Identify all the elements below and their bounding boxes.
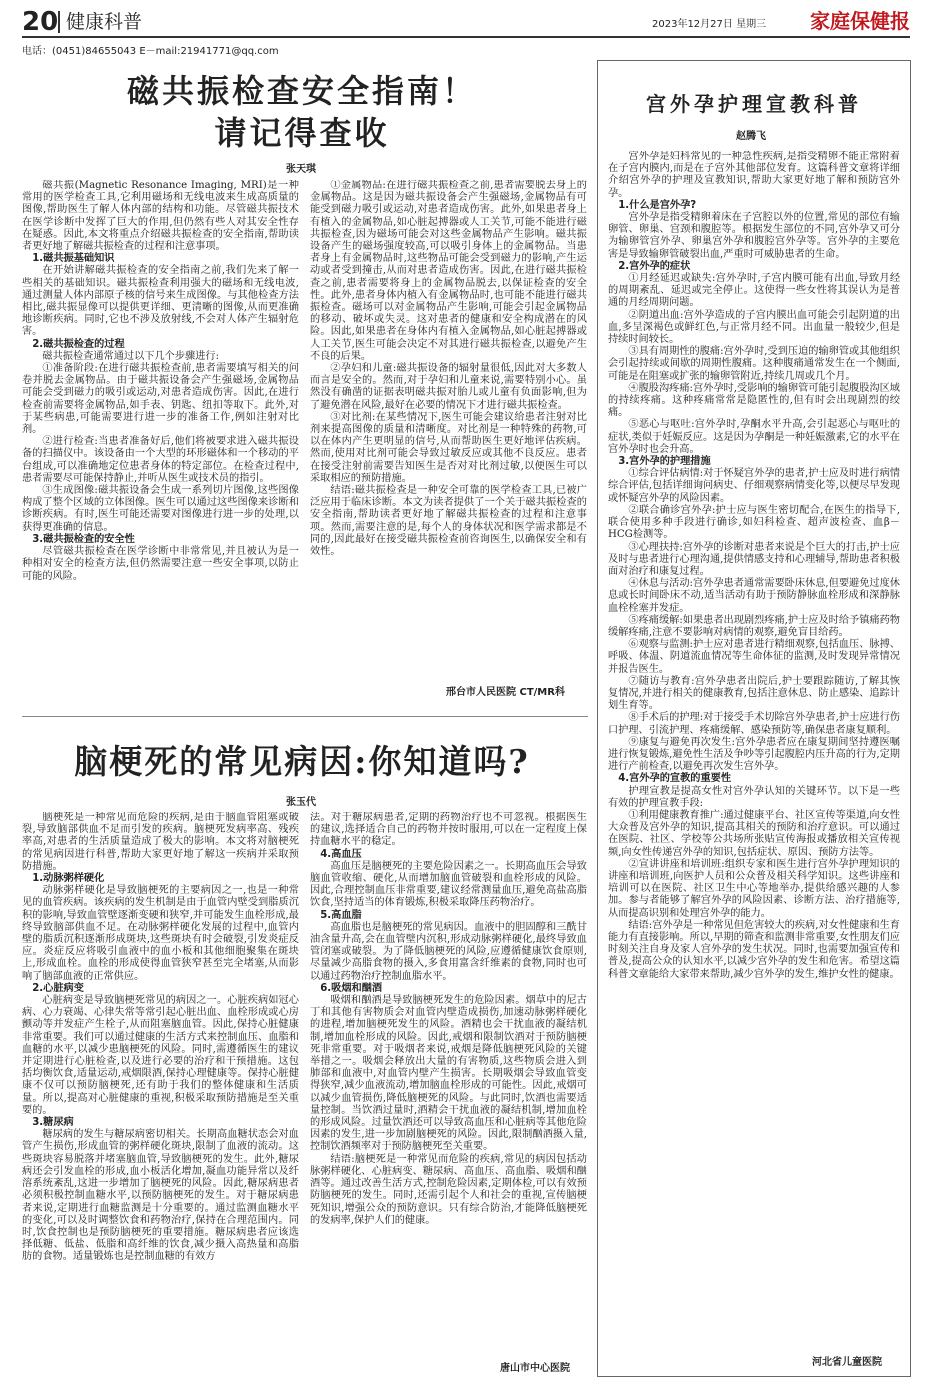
paragraph: 高血压是脑梗死的主要危险因素之一。长期高血压会导致脑血管收缩、硬化,从而增加脑血管破裂和血栓形成的风险。因此,合理控制血压非常重要,建议经常测量血压,避免高盐高脂饮食,坚持适当的体育锻炼,积极采取降压药物治疗。 bbox=[310, 860, 587, 909]
paragraph: ①金属物品:在进行磁共振检查之前,患者需要脱去身上的金属物品。这是因为磁共振设备会产生强磁场,金属物品有可能受到磁力吸引或运动,对患者造成伤害。此外,如果患者身上有植入的金属物品,如心脏起搏器或人工关节,可能不能进行磁共振检查,因为磁场可能会对这些金属物品产生影响。磁共振设备产生的磁场强度较高,可以吸引身体上的金属物品。当患者身上有金属物品时,这些物品可能会受到磁力的影响,产生运动或者受到撞击,从而对患者造成伤害。因此,在进行磁共振检查之前,患者需要将身上的金属物品脱去,以保证检查的安全性。此外,患者身体内植入有金属物品时,也可能不能进行磁共振检查。磁场可以对金属物品产生影响,可能会引起金属物品的移动、破坏或失灵。这对患者的健康和安全构成潜在的风险。因此,如果患者在身体内有植入金属物品,如心脏起搏器或人工关节,医生可能会决定不对其进行磁共振检查,以避免产生不良的后果。 bbox=[310, 180, 587, 362]
paragraph: ④腹股沟疼痛:宫外孕时,受影响的输卵管可能引起腹股沟区域的持续疼痛。这种疼痛常常是隐匿性的,但有时会出现剧烈的绞痛。 bbox=[608, 382, 900, 419]
section-heading: 2.心脏病变 bbox=[32, 982, 84, 994]
article3-box bbox=[597, 60, 911, 1377]
paragraph: ⑦随访与教育:宫外孕患者出院后,护士要跟踪随访,了解其恢复情况,并进行相关的健康教育,包括注意休息、防止感染、追踪计划生育等。 bbox=[608, 675, 900, 712]
article3-source: 河北省儿童医院 bbox=[812, 1357, 882, 1368]
section-heading: 5.高血脂 bbox=[320, 909, 362, 921]
paragraph: ②孕妇和儿童:磁共振设备的辐射量很低,因此对大多数人而言是安全的。然而,对于孕妇和儿童来说,需要特别小心。虽然没有确凿的证据表明磁共振对胎儿或儿童有负面影响,但为了避免潜在风险,最好在必要的情况下才进行磁共振检查。 bbox=[310, 363, 587, 411]
paragraph: 护理宣教是提高女性对宫外孕认知的关键环节。以下是一些有效的护理宣教手段: bbox=[608, 785, 900, 809]
paragraph: ①利用健康教育推广:通过健康平台、社区宣传等渠道,向女性大众普及宫外孕的知识,提高其相关的预防和治疗意识。可以通过在医院、社区、学校等公共场所张贴宣传海报或播放相关宣传视频,向女性传递宫外孕的知识,包括症状、原因、预防方法等。 bbox=[608, 809, 900, 858]
page-header bbox=[22, 8, 910, 38]
paragraph: 结语:脑梗死是一种常见而危险的疾病,常见的病因包括动脉粥样硬化、心脏病变、糖尿病、高血压、高血脂、吸烟和酗酒等。通过改善生活方式,控制危险因素,定期体检,可以有效预防脑梗死的发生。同时,还需引起个人和社会的重视,宣传脑梗死知识,增强公众的预防意识。只有综合防治,才能降低脑梗死的发病率,保护人们的健康。 bbox=[310, 1153, 587, 1226]
paragraph: 吸烟和酗酒是导致脑梗死发生的危险因素。烟草中的尼古丁和其他有害物质会对血管内壁造成损伤,加速动脉粥样硬化的进程,增加脑梗死发生的风险。酒精也会干扰血液的凝结机制,增加血栓形成的风险。因此,戒烟和限制饮酒对于预防脑梗死非常重要。对于吸烟者来说,戒烟是降低脑梗死风险的关键举措之一。吸烟会释放出大量的有害物质,这些物质会进入到肺部和血液中,对血管内壁产生损害。长期吸烟会导致血管变得狭窄,减少血液流动,增加脑血栓形成的可能性。因此,戒烟可以减少血管损伤,降低脑梗死的风险。与此同时,饮酒也需要适量控制。当饮酒过量时,酒精会干扰血液的凝结机制,增加血栓的形成风险。过量饮酒还可以导致高血压和心脏病等其他危险因素的发生,进一步加剧脑梗死的风险。因此,限制酗酒摄入量,控制饮酒频率对于预防脑梗死至关重要。 bbox=[310, 995, 587, 1153]
section-heading: 4.高血压 bbox=[320, 848, 362, 860]
section-heading: 1.动脉粥样硬化 bbox=[32, 873, 105, 885]
paragraph: ③具有周期性的腹痛:宫外孕时,受到压迫的输卵管或其他组织会引起持续或间歇的周期性腹痛。这种腹痛通常发生在一个侧面,可能是在阻塞或扩张的输卵管附近,持续几周或几个月。 bbox=[608, 346, 900, 382]
article3-column bbox=[608, 151, 900, 1346]
section-title: 健康科普 bbox=[66, 11, 143, 33]
paragraph: ②进行检查:当患者准备好后,他们将被要求进入磁共振设备的扫描仪中。该设备由一个大型的环形磁体和一个移动的平台组成,可以准确地定位患者身体的特定部位。在检查过程中,患者需要尽可能保持静止,并听从医生或技术员的指引。 bbox=[22, 436, 299, 484]
page-number: 20 bbox=[22, 7, 59, 37]
article2-column-1 bbox=[22, 812, 299, 1372]
paragraph: ⑤恶心与呕吐:宫外孕时,孕酮水平升高,会引起恶心与呕吐的症状,类似于妊娠反应。这是因为孕酮是一种妊娠激素,它的水平在宫外孕时也会升高。 bbox=[608, 419, 900, 455]
article3-title: 宫外孕护理宣教科普 bbox=[646, 92, 862, 116]
article2-title: 脑梗死的常见病因:你知道吗? bbox=[74, 742, 530, 781]
paragraph: 在开始讲解磁共振检查的安全指南之前,我们先来了解一些相关的基础知识。磁共振检查利用强大的磁场和无线电波,通过测量人体内部原子核的信号来生成图像。与其他检查方法相比,磁共振显像可以提供更详细、更清晰的图像,从而更准确地诊断疾病。同时,它也不涉及放射线,不会对人体产生辐射危害。 bbox=[22, 265, 299, 338]
article3-byline: 赵腾飞 bbox=[736, 131, 766, 142]
section-heading: 2.磁共振检查的过程 bbox=[32, 338, 125, 350]
header-divider bbox=[58, 11, 60, 33]
paragraph: 磁共振(Magnetic Resonance Imaging, MRI)是一种常用的医学检查工具,它利用磁场和无线电波来生成高质量的图像,帮助医生了解人体内部的结构和功能。尽管磁共振技术在医学诊断中发挥了巨大的作用,但仍然有些人对其安全性存在疑惑。因此,本文将重点介绍磁共振检查的安全指南,帮助读者更好地了解磁共振检查的过程和注意事项。 bbox=[22, 180, 299, 253]
paragraph: ③生成图像:磁共振设备会生成一系列切片图像,这些图像构成了整个区域的立体图像。医生可以通过这些图像来诊断和诊断疾病。有时,医生可能还需要对图像进行进一步的处理,以获得更准确的信息。 bbox=[22, 485, 299, 533]
section-heading: 3.糖尿病 bbox=[32, 1117, 74, 1129]
newspaper-masthead: 家庭保健报 bbox=[810, 9, 910, 33]
paragraph: 结语:宫外孕是一种常见但危害较大的疾病,对女性健康和生育能力有直接影响。所以,早期的筛查和监测非常重要,女性朋友们应时刻关注自身及家人宫外孕的发生状况。同时,也需要加强宣传和普及,提高公众的认知水平,以减少宫外孕的发生和危害。希望这篇科普文章能给大家带来帮助,减少宫外孕的发生,维护女性的健康。 bbox=[608, 919, 900, 980]
section-heading: 3.宫外孕的护理措施 bbox=[618, 456, 711, 468]
paragraph: 心脏病变是导致脑梗死常见的病因之一。心脏疾病如冠心病、心力衰竭、心律失常等常引起心脏出血、血栓形成或心房颤动等并发症产生栓子,从而阻塞脑血管。因此,保持心脏健康非常重要。我们可以通过健康的生活方式来控制血压、血脂和血糖的水平,以减少患脑梗死的风险。同时,需遵循医生的建议并定期进行心脏检查,以及进行必要的治疗和干预措施。这包括均衡饮食,适量运动,戒烟限酒,保持心理健康等。保持心脏健康不仅可以预防脑梗死,还有助于我们的整体健康和生活质量。所以,提高对心脏健康的重视,积极采取预防措施是至关重要的。 bbox=[22, 995, 299, 1116]
paragraph: 宫外孕是指受精卵着床在子宫腔以外的位置,常见的部位有输卵管、卵巢、宫颈和腹腔等。根据发生部位的不同,宫外孕又可分为输卵管宫外孕、卵巢宫外孕和腹腔宫外孕等。宫外孕的主要危害是导致输卵管破裂出血,严重时可威胁患者的生命。 bbox=[608, 212, 900, 260]
paragraph: ③对比剂:在某些情况下,医生可能会建议给患者注射对比剂来提高图像的质量和清晰度。对比剂是一种特殊的药物,可以在体内产生更明显的信号,从而帮助医生更好地评估疾病。然而,使用对比剂可能会导致过敏反应或其他不良反应。患者在接受注射前需要告知医生是否对对比剂过敏,以便医生可以采取相应的预防措施。 bbox=[310, 411, 587, 484]
paragraph: ②联合确诊宫外孕:护士应与医生密切配合,在医生的指导下,联合使用多种手段进行确诊,如妇科检查、超声波检查、血β－HCG检测等。 bbox=[608, 504, 900, 541]
section-heading: 1.磁共振基础知识 bbox=[32, 253, 115, 265]
paragraph: ②阴道出血:宫外孕造成的子宫内膜出血可能会引起阴道的出血,多呈深褐色或鲜红色,与正常月经不同。出血量一般较少,但是持续时间较长。 bbox=[608, 309, 900, 346]
paragraph: 宫外孕是妇科常见的一种急性疾病,是指受精卵不能正常附着在子宫内膜内,而是在子宫外其他部位发育。这篇科普文章将详细介绍宫外孕的护理及宣教知识,帮助大家更好地了解和预防宫外孕。 bbox=[608, 151, 900, 199]
paragraph: 法。对于糖尿病患者,定期的药物治疗也不可忽视。根据医生的建议,选择适合自己的药物并按时服用,可以在一定程度上保持血糖水平的稳定。 bbox=[310, 812, 587, 848]
section-heading: 2.宫外孕的症状 bbox=[618, 260, 691, 272]
article1-title-line1: 磁共振检查安全指南！ bbox=[126, 72, 477, 110]
paragraph: ⑧手术后的护理:对于接受手术切除宫外孕患者,护士应进行伤口护理、引流护理、疼痛缓解、感染预防等,确保患者康复顺利。 bbox=[608, 712, 900, 736]
article1-column-1 bbox=[22, 180, 299, 696]
article1-source: 邢台市人民医院 CT/MR科 bbox=[446, 687, 565, 698]
paragraph: ①月经延迟或缺失:宫外孕时,子宫内膜可能有出血,导致月经的周期紊乱、延迟或完全停止。这使得一些女性将其误认为是普通的月经周期问题。 bbox=[608, 273, 900, 309]
article2-byline: 张玉代 bbox=[286, 797, 316, 808]
paragraph: ⑤疼痛缓解:如果患者出现剧烈疼痛,护士应及时给予镇痛药物缓解疼痛,注意不要影响对病情的观察,避免盲目给药。 bbox=[608, 614, 900, 638]
paragraph: ③心理扶持:宫外孕的诊断对患者来说是个巨大的打击,护士应及时与患者进行心理沟通,提供情感支持和心理辅导,帮助患者积极面对治疗和康复过程。 bbox=[608, 541, 900, 577]
issue-date: 2023年12月27日 星期三 bbox=[652, 19, 767, 30]
article2-column-2 bbox=[310, 812, 587, 1357]
contact-line: 电话：(0451)84655043 E－mail:21941771@qq.com bbox=[22, 46, 279, 57]
paragraph: 结语:磁共振检查是一种安全可靠的医学检查工具,已被广泛应用于临床诊断。本文为读者提供了一个关于磁共振检查的安全指南,帮助读者更好地了解磁共振检查的过程和注意事项。然而,需要注意的是,每个人的身体状况和医学需求都是不同的,因此最好在接受磁共振检查前咨询医生,以确保安全和有效性。 bbox=[310, 485, 587, 558]
paragraph: 动脉粥样硬化是导致脑梗死的主要病因之一,也是一种常见的血管疾病。该疾病的发生机制是由于血管内壁受到脂质沉积的影响,导致血管壁逐渐变硬和狭窄,并可能发生血栓形成,最终导致脑部供血不足。在动脉粥样硬化发展的过程中,血管内壁的脂质沉积逐渐形成斑块,这些斑块有时会破裂,引发炎症反应。炎症反应将吸引血液中的血小板和其他细胞聚集在斑块上,形成血栓。血栓的形成使得血管狭窄甚至完全堵塞,从而影响了脑部血液的正常供应。 bbox=[22, 885, 299, 982]
article1-column-2 bbox=[310, 180, 587, 680]
paragraph: 磁共振检查通常通过以下几个步骤进行: bbox=[42, 350, 220, 362]
paragraph: ⑨康复与避免再次发生:宫外孕患者应在康复期间坚持遵医嘱进行恢复锻炼,避免性生活及争吵等引起腹腔内压升高的行为,定期进行产前检查,以避免再次发生宫外孕。 bbox=[608, 736, 900, 773]
article1-title bbox=[22, 70, 582, 154]
section-heading: 4.宫外孕的宣教的重要性 bbox=[618, 773, 732, 785]
paragraph: ①综合评估病情:对于怀疑宫外孕的患者,护士应及时进行病情综合评估,包括详细询问病史、仔细观察病情变化等,以便尽早发现或怀疑宫外孕的风险因素。 bbox=[608, 468, 900, 504]
paragraph: ②宣讲讲座和培训班:组织专家和医生进行宫外孕护理知识的讲座和培训班,向医护人员和公众普及相关科学知识。这些讲座和培训可以在医院、社区卫生中心等地举办,提供给感兴趣的人参加。参与者能够了解宫外孕的风险因素、诊断方法、治疗措施等,从而提高识别和处理宫外孕的能力。 bbox=[608, 858, 900, 919]
article1-byline: 张天琪 bbox=[286, 164, 316, 175]
article1-title-line2: 请记得查收 bbox=[214, 114, 390, 152]
paragraph: 尽管磁共振检查在医学诊断中非常常见,并且被认为是一种相对安全的检查方法,但仍然需要注意一些安全事项,以防止可能的风险。 bbox=[22, 546, 299, 582]
article2-source: 唐山市中心医院 bbox=[500, 1363, 570, 1374]
paragraph: 糖尿病的发生与糖尿病密切相关。长期高血糖状态会对血管产生损伤,形成血管的粥样硬化斑块,限制了血液的流动。这些斑块容易脱落并堵塞脑血管,导致脑梗死的发生。此外,糖尿病还会引发血栓的形成,血小板活化增加,凝血功能异常以及纤溶系统紊乱,这进一步增加了脑梗死的风险。因此,糖尿病患者必须积极控制血糖水平,以预防脑梗死的发生。对于糖尿病患者来说,定期进行血糖监测是十分重要的。通过监测血糖水平的变化,可以及时调整饮食和药物治疗,保持在合理范围内。同时,饮食控制也是预防脑梗死的重要措施。糖尿病患者应该选择低糖、低盐、低脂和高纤维的饮食,减少摄入高热量和高脂肪的食物。适量锻炼也是控制血糖的有效方 bbox=[22, 1129, 299, 1263]
article-divider bbox=[22, 716, 588, 717]
paragraph: ④休息与活动:宫外孕患者通常需要卧床休息,但要避免过度休息或长时间卧床不动,适当活动有助于预防静脉血栓形成和深静脉血栓栓塞并发症。 bbox=[608, 578, 900, 614]
section-heading: 6.吸烟和酗酒 bbox=[320, 982, 383, 994]
paragraph: ⑥观察与监测:护士应对患者进行精细观察,包括血压、脉搏、呼吸、体温、阴道流血情况等生命体征的监测,及时发现异常情况并报告医生。 bbox=[608, 639, 900, 675]
section-heading: 3.磁共振检查的安全性 bbox=[32, 533, 135, 545]
paragraph: 高血脂也是脑梗死的常见病因。血液中的胆固醇和三酰甘油含量升高,会在血管壁内沉积,形成动脉粥样硬化,最终导致血管闭塞或破裂。为了降低脑梗死的风险,应遵循健康饮食原则,尽量减少高脂食物的摄入,多食用富含纤维素的食物,同时也可以通过药物治疗控制血脂水平。 bbox=[310, 921, 587, 982]
section-heading: 1.什么是宫外孕? bbox=[618, 199, 697, 211]
paragraph: 脑梗死是一种常见而危险的疾病,是由于脑血管阻塞或破裂,导致脑部供血不足而引发的疾病。脑梗死发病率高、残疾率高,对患者的生活质量造成了极大的影响。本文将对脑梗死的常见病因进行科普,帮助大家更好地了解这一疾病并采取预防措施。 bbox=[22, 812, 299, 872]
paragraph: ①准备阶段:在进行磁共振检查前,患者需要填写相关的问卷并脱去金属物品。由于磁共振设备会产生强磁场,金属物品可能会受到磁力的吸引或运动,对患者造成伤害。因此,在进行检查前需要将金属物品,如手表、钥匙、纽扣等取下。此外,对于某些病患,可能需要进行进一步的准备工作,例如注射对比剂。 bbox=[22, 363, 299, 436]
